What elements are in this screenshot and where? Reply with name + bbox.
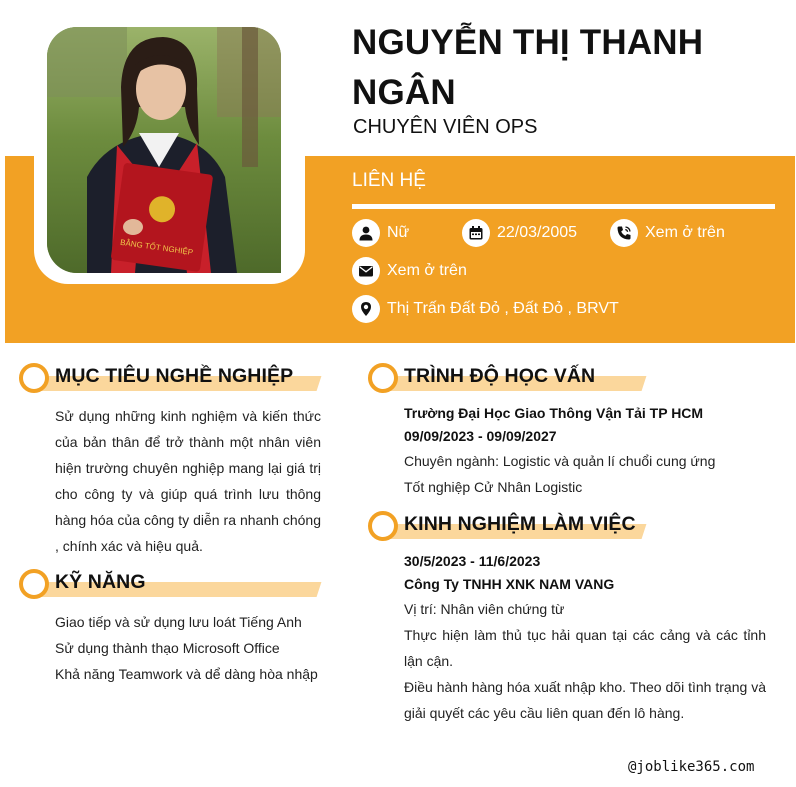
experience-block [404, 550, 766, 726]
education-heading [368, 363, 646, 393]
contact-divider [352, 204, 775, 209]
circle-icon [19, 363, 49, 393]
education-block [404, 402, 766, 500]
phone-icon [610, 219, 638, 247]
experience-heading [368, 511, 646, 541]
contact-address [352, 294, 619, 324]
watermark: @joblike365.com [628, 759, 755, 775]
gender-value: Nữ [387, 224, 410, 241]
education-degree: Tốt nghiệp Cử Nhân Logistic [404, 479, 583, 495]
education-major: Chuyên ngành: Logistic và quản lí chuổi cung ứng [404, 453, 716, 469]
job-title: CHUYÊN VIÊN OPS [353, 116, 538, 138]
education-period: 09/09/2023 - 09/09/2027 [404, 428, 557, 444]
school-name: Trường Đại Học Giao Thông Vận Tải TP HCM [404, 405, 704, 421]
envelope-icon [352, 257, 380, 285]
email-value[interactable]: Xem ở trên [387, 262, 467, 279]
objective-text: Sử dụng những kinh nghiệm và kiến thức của bản thân để trở thành một nhân viên hiện trường chuyên nghiệp mang lại giá trị cho công ty và giúp quá trình lưu thông hàng hóa của công ty diễn ra nhanh chóng , chính xác và hiệu quả. [55, 408, 321, 554]
profile-photo [47, 27, 281, 273]
experience-title: KINH NGHIỆM LÀM VIỆC [404, 513, 636, 535]
calendar-icon [462, 219, 490, 247]
location-pin-icon [352, 295, 380, 323]
skills-heading [19, 569, 321, 599]
skills-list [55, 609, 335, 687]
skills-title: KỸ NĂNG [55, 571, 146, 593]
circle-icon [368, 511, 398, 541]
circle-icon [368, 363, 398, 393]
contact-email [352, 256, 467, 286]
skill-item: Sử dụng thành thạo Microsoft Office [55, 640, 280, 656]
education-title: TRÌNH ĐỘ HỌC VẤN [404, 365, 596, 387]
contact-gender [352, 218, 409, 248]
objective-heading [19, 363, 321, 393]
diploma-text: BẰNG TỐT NGHIỆP [119, 237, 194, 257]
candidate-name: NGUYỄN THỊ THANH NGÂN [352, 23, 704, 112]
experience-role: Vị trí: Nhân viên chứng từ [404, 601, 565, 617]
person-icon [352, 219, 380, 247]
circle-icon [19, 569, 49, 599]
phone-value[interactable]: Xem ở trên [645, 224, 725, 241]
objective-title: MỤC TIÊU NGHỀ NGHIỆP [55, 365, 294, 387]
skill-item: Khả năng Teamwork và dể dàng hòa nhập [55, 666, 318, 682]
contact-phone [610, 218, 725, 248]
experience-period: 30/5/2023 - 11/6/2023 [404, 553, 541, 569]
experience-duty: Điều hành hàng hóa xuất nhập kho. Theo dõi tình trạng và giải quyết các yêu cầu liên quan đến lô hàng. [404, 679, 766, 721]
skill-item: Giao tiếp và sử dụng lưu loát Tiếng Anh [55, 614, 302, 630]
experience-duty: Thực hiện làm thủ tục hải quan tại các cảng và các tỉnh lận cận. [404, 627, 766, 669]
contact-birthday [462, 218, 577, 248]
contact-title: LIÊN HỆ [352, 170, 426, 191]
birthday-value: 22/03/2005 [497, 224, 578, 241]
company-name: Công Ty TNHH XNK NAM VANG [404, 576, 615, 592]
address-value: Thị Trấn Đất Đỏ , Đất Đỏ , BRVT [387, 300, 619, 317]
